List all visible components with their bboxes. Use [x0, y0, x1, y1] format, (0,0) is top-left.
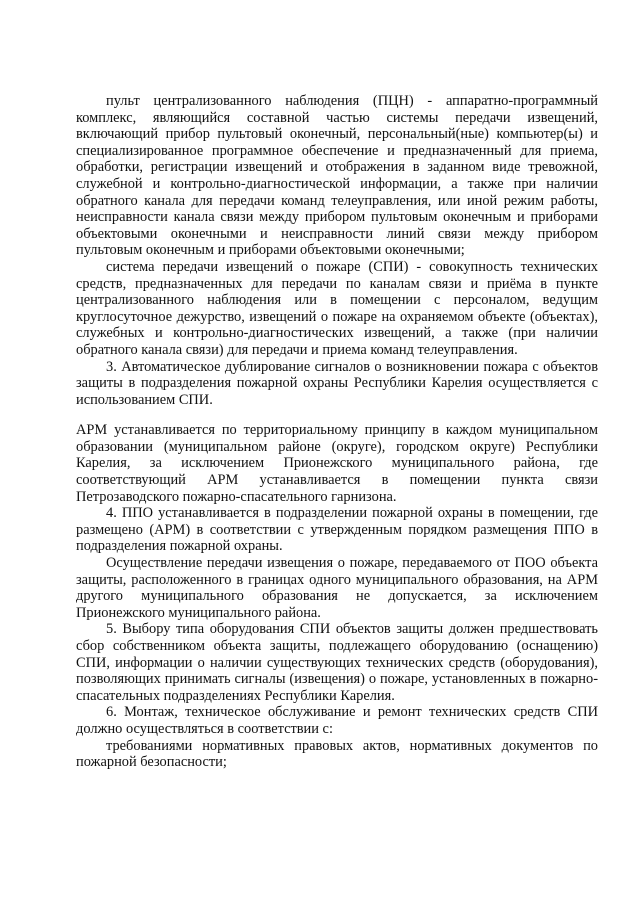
paragraph-item-5: 5. Выбору типа оборудования СПИ объектов защиты должен предшествовать сбор собственником объекта защиты, подлежащего оборудованию (оснащению) СПИ, информации о наличии существующих технических средств (оборудования), позволяющих принимать сигналы (извещения) о пожаре, установленных в пожарно-спасательных подразделениях Республики Карелия.: [76, 621, 598, 704]
paragraph-requirements: требованиями нормативных правовых актов, нормативных документов по пожарной безопасности;: [76, 737, 598, 771]
paragraph-transfer-restriction: Осуществление передачи извещения о пожаре, передаваемого от ПОО объекта защиты, расположенного в границах одного муниципального образования, на АРМ другого муниципального образования не допускается, за исключением Прионежского муниципального района.: [76, 555, 598, 621]
paragraph-item-3: 3. Автоматическое дублирование сигналов о возникновении пожара с объектов защиты в подразделения пожарной охраны Республики Карелия осуществляется с использованием СПИ.: [76, 358, 598, 408]
paragraph-spacer: [76, 408, 598, 422]
paragraph-spi-definition: система передачи извещений о пожаре (СПИ) - совокупность технических средств, предназначенных для передачи по каналам связи и приёма в пункте централизованного наблюдения или в помещении с персоналом, ведущим круглосуточное дежурство, извещений о пожаре на охраняемом объекте (объектах), служебных и контрольно-диагностических извещений, а также (при наличии обратного канала связи) для передачи и приема команд телеуправления.: [76, 258, 598, 358]
paragraph-pcn-definition: пульт централизованного наблюдения (ПЦН) - аппаратно-программный комплекс, являющийся составной частью системы передачи извещений, включающий прибор пультовый оконечный, персональный(ные) компьютер(ы) и специализированное программное обеспечение и предназначенный для приема, обработки, регистрации извещений и отображения в заданном виде тревожной, служебной и контрольно-диагностической информации, а также при наличии обратного канала для передачи команд телеуправления, или иной режим работы, неисправности канала связи между прибором пультовым оконечным и приборами объектовыми оконечными и неисправности линий связи между прибором пультовым оконечным и приборами объектовыми оконечными;: [76, 93, 598, 259]
paragraph-item-6: 6. Монтаж, техническое обслуживание и ремонт технических средств СПИ должно осуществляться в соответствии с:: [76, 704, 598, 737]
document-page: [76, 93, 598, 771]
paragraph-arm: АРМ устанавливается по территориальному принципу в каждом муниципальном образовании (муниципальном районе (округе), городском округе) Республики Карелия, за исключением Прионежского муниципального района, где соответствующий АРМ устанавливается в помещении пункта связи Петрозаводского пожарно-спасательного гарнизона.: [76, 422, 598, 505]
paragraph-item-4: 4. ППО устанавливается в подразделении пожарной охраны в помещении, где размещено (АРМ) в соответствии с утвержденным порядком размещения ППО в подразделения пожарной охраны.: [76, 505, 598, 555]
